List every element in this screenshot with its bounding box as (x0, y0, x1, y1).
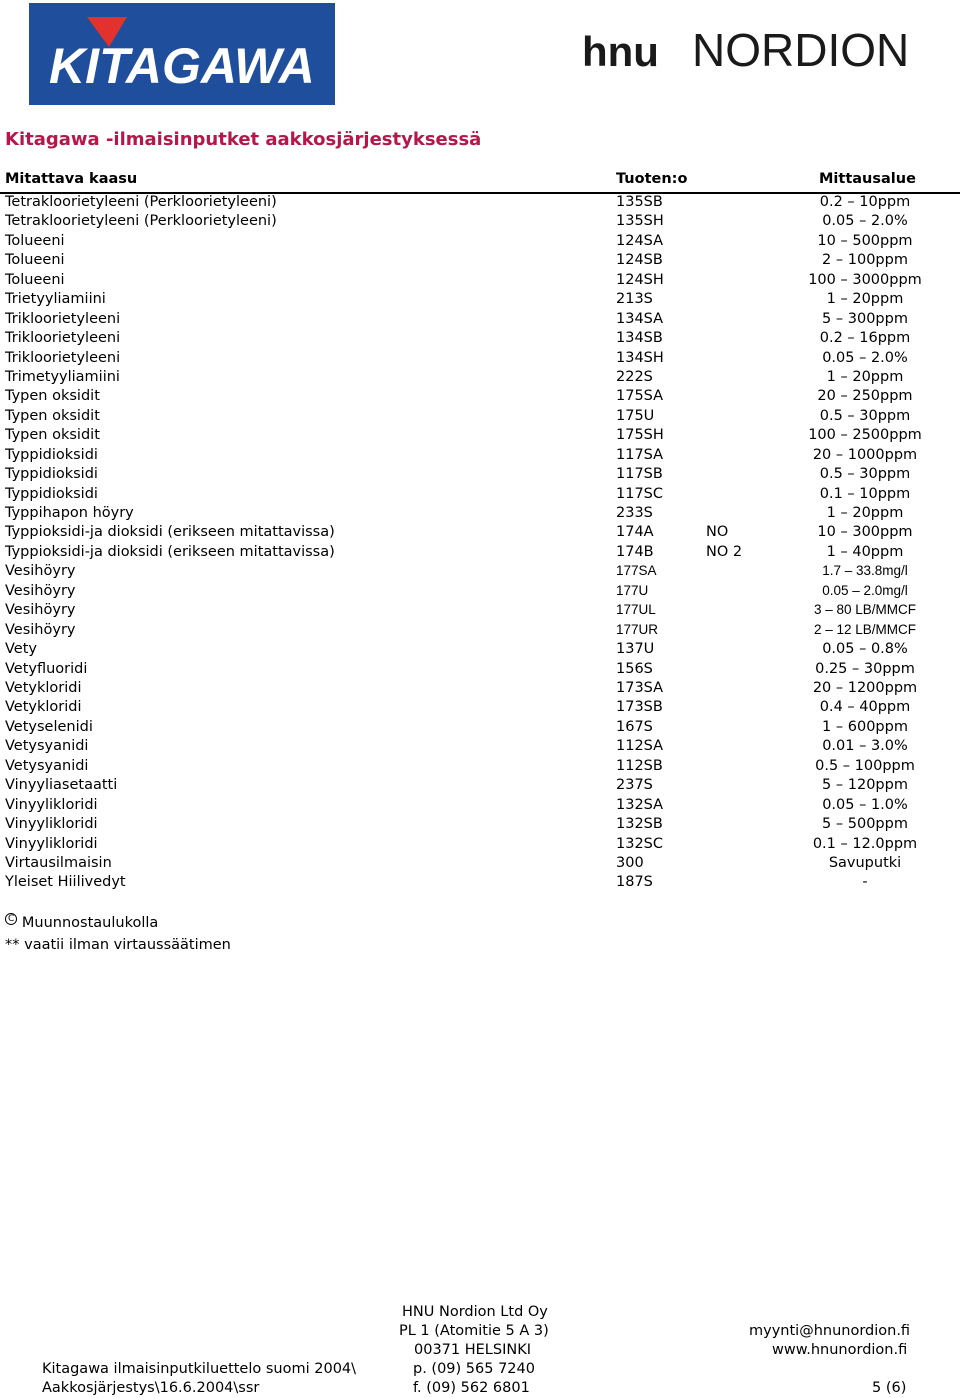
table-row (0, 330, 960, 349)
table-row (0, 836, 960, 855)
gas-cell: Vinyylikloridi (5, 816, 98, 833)
range-cell: 0.5 – 30ppm (819, 466, 911, 483)
code-cell: 156S (616, 660, 653, 677)
kitagawa-logo-text: KITAGAWA (49, 38, 315, 94)
footer-address1: PL 1 (Atomitie 5 A 3) (399, 1323, 549, 1339)
footer-phone: p. (09) 565 7240 (413, 1361, 535, 1377)
gas-cell: Vesihöyry (5, 563, 76, 580)
gas-cell: Tetrakloorietyleeni (Perkloorietyleeni) (5, 213, 277, 230)
code-cell: 112SA (616, 738, 664, 755)
code-cell: 132SA (616, 796, 664, 813)
table-row (0, 719, 960, 738)
gas-cell: Typpidioksidi (5, 446, 98, 463)
code-cell: 175SH (616, 427, 664, 444)
range-cell: 100 – 2500ppm (808, 427, 922, 444)
gas-cell: Trietyyliamiini (5, 291, 106, 308)
table-row (0, 311, 960, 330)
footer-email: myynti@hnunordion.fi (749, 1323, 911, 1339)
table-row (0, 291, 960, 310)
code-cell: 167S (616, 718, 653, 735)
range-cell: 20 – 1000ppm (812, 446, 918, 463)
code-cell: 173SA (616, 680, 664, 696)
table-header (0, 170, 960, 194)
table-row (0, 641, 960, 660)
gas-cell: Tetrakloorietyleeni (Perkloorietyleeni) (5, 194, 277, 210)
range-cell: 1 – 20ppm (826, 505, 904, 522)
code-cell: 124SB (616, 252, 663, 269)
footer-web: www.hnunordion.fi (772, 1342, 908, 1358)
header-range: Mittausalue (819, 171, 916, 187)
component-cell: NO (706, 524, 729, 541)
gas-cell: Vinyylikloridi (5, 835, 98, 852)
range-cell: 0.2 – 10ppm (819, 194, 911, 210)
gas-cell: Trikloorietyleeni (5, 349, 121, 366)
range-cell: 20 – 250ppm (817, 388, 913, 405)
table-row (0, 874, 960, 893)
gas-cell: Virtausilmaisin (5, 854, 112, 871)
table-row (0, 213, 960, 232)
table-row (0, 622, 960, 641)
code-cell: 177U (616, 582, 649, 598)
table-row (0, 797, 960, 816)
table-row (0, 758, 960, 777)
range-cell: 10 – 500ppm (817, 232, 913, 249)
range-cell: 0.01 – 3.0% (822, 738, 908, 755)
code-cell: 213S (616, 291, 653, 308)
code-cell: 175U (616, 407, 655, 424)
range-cell: 2 – 100ppm (822, 252, 908, 269)
code-cell: 112SB (616, 757, 663, 774)
table-row (0, 777, 960, 796)
code-cell: 173SB (616, 699, 663, 716)
range-cell: 0.05 – 2.0% (822, 349, 908, 366)
gas-cell: Typen oksidit (5, 407, 100, 424)
component-cell: NO 2 (706, 543, 743, 560)
range-cell: 0.25 – 30ppm (815, 660, 915, 677)
footer-address2: 00371 HELSINKI (414, 1342, 531, 1358)
hnu-nordion-logo (580, 18, 950, 78)
table-row (0, 272, 960, 291)
table-row (0, 680, 960, 699)
gas-cell: Typpihapon höyry (5, 505, 134, 522)
table-row (0, 563, 960, 582)
gas-cell: Vetysyanidi (5, 738, 89, 755)
gas-cell: Vetyselenidi (5, 718, 93, 735)
range-cell: 5 – 120ppm (822, 777, 908, 794)
nordion-logo-text: NORDION (692, 24, 910, 76)
range-cell: 3 – 80 LB/MMCF (813, 602, 917, 618)
gas-cell: Trimetyyliamiini (5, 368, 120, 385)
table-row (0, 408, 960, 427)
range-cell: 0.05 – 0.8% (822, 641, 908, 658)
footer-company: HNU Nordion Ltd Oy (402, 1304, 548, 1320)
range-cell: 0.5 – 100ppm (815, 757, 915, 774)
gas-cell: Vetykloridi (5, 680, 82, 696)
code-cell: 222S (616, 368, 653, 385)
note-conversion (5, 915, 158, 931)
table-row (0, 427, 960, 446)
code-cell: 237S (616, 777, 653, 794)
gas-cell: Trikloorietyleeni (5, 310, 121, 327)
gas-cell: Typpidioksidi (5, 485, 98, 502)
range-cell: Savuputki (828, 854, 902, 871)
table-row (0, 369, 960, 388)
range-cell: 0.1 – 10ppm (819, 485, 911, 502)
table-row (0, 661, 960, 680)
footer-doc-file: Aakkosjärjestys\16.6.2004\ssr (42, 1380, 260, 1396)
header-code: Tuoten:o (616, 171, 688, 187)
code-cell: 135SB (616, 194, 663, 210)
range-cell: 1 – 40ppm (826, 543, 904, 560)
range-cell: - (862, 874, 868, 891)
table-row (0, 233, 960, 252)
table-row (0, 602, 960, 621)
range-cell: 2 – 12 LB/MMCF (813, 621, 917, 637)
table-row (0, 544, 960, 563)
table-row (0, 350, 960, 369)
gas-cell: Tolueeni (5, 232, 65, 249)
range-cell: 0.05 – 1.0% (822, 796, 908, 813)
code-cell: 134SH (616, 349, 664, 366)
gas-cell: Typpioksidi-ja dioksidi (erikseen mitattavissa) (5, 524, 335, 541)
code-cell: 187S (616, 874, 653, 891)
code-cell: 124SH (616, 271, 664, 288)
gas-cell: Tolueeni (5, 271, 65, 288)
gas-cell: Vetykloridi (5, 699, 82, 716)
code-cell: 117SC (616, 485, 664, 502)
code-cell: 300 (616, 854, 644, 871)
gas-cell: Vesihöyry (5, 602, 76, 619)
code-cell: 174A (616, 524, 654, 541)
gas-cell: Vetysyanidi (5, 757, 89, 774)
range-cell: 1 – 20ppm (826, 368, 904, 385)
gas-cell: Vety (5, 641, 37, 658)
gas-cell: Vetyfluoridi (5, 660, 88, 677)
copyright-symbol-icon: C (5, 913, 17, 925)
note-conversion-text: Muunnostaulukolla (21, 915, 159, 931)
table-row (0, 855, 960, 874)
code-cell: 124SA (616, 232, 664, 249)
table-row (0, 388, 960, 407)
gas-cell: Vinyyliasetaatti (5, 777, 118, 794)
code-cell: 135SH (616, 213, 664, 230)
table-row (0, 447, 960, 466)
code-cell: 117SB (616, 466, 663, 483)
gas-cell: Typen oksidit (5, 388, 100, 405)
table-row (0, 194, 960, 213)
gas-cell: Typpioksidi-ja dioksidi (erikseen mitattavissa) (5, 543, 335, 560)
footer-fax: f. (09) 562 6801 (413, 1380, 530, 1396)
kitagawa-logo (29, 3, 335, 105)
gas-cell: Typpidioksidi (5, 466, 98, 483)
footer-page-number: 5 (6) (872, 1380, 907, 1396)
range-cell: 100 – 3000ppm (808, 271, 922, 288)
range-cell: 1 – 20ppm (826, 291, 904, 308)
range-cell: 0.4 – 40ppm (819, 699, 911, 716)
hnu-logo-text: hnu (582, 28, 659, 75)
range-cell: 10 – 300ppm (817, 524, 913, 541)
code-cell: 177SA (616, 563, 657, 579)
table-row (0, 486, 960, 505)
table-row (0, 466, 960, 485)
table-row (0, 738, 960, 757)
code-cell: 177UR (616, 621, 659, 637)
table-row (0, 816, 960, 835)
code-cell: 117SA (616, 446, 664, 463)
note-flow: ** vaatii ilman virtaussäätimen (5, 937, 231, 953)
table-row (0, 699, 960, 718)
code-cell: 132SB (616, 816, 663, 833)
header-gas: Mitattava kaasu (5, 171, 138, 187)
code-cell: 233S (616, 505, 653, 522)
range-cell: 0.1 – 12.0ppm (812, 835, 918, 852)
code-cell: 177UL (616, 602, 656, 618)
code-cell: 134SA (616, 310, 664, 327)
range-cell: 0.05 – 2.0mg/l (822, 582, 908, 598)
code-cell: 137U (616, 641, 655, 658)
range-cell: 1.7 – 33.8mg/l (822, 563, 908, 579)
table-row (0, 524, 960, 543)
table-row (0, 252, 960, 271)
range-cell: 20 – 1200ppm (812, 680, 918, 696)
range-cell: 0.05 – 2.0% (822, 213, 908, 230)
table-row (0, 583, 960, 602)
document-title: Kitagawa -ilmaisinputket aakkosjärjestyksessä (5, 129, 482, 150)
code-cell: 134SB (616, 330, 663, 347)
gas-cell: Yleiset Hiilivedyt (5, 874, 126, 891)
gas-cell: Vinyylikloridi (5, 796, 98, 813)
gas-cell: Vesihöyry (5, 621, 76, 638)
gas-cell: Vesihöyry (5, 582, 76, 599)
range-cell: 5 – 300ppm (822, 310, 908, 327)
range-cell: 1 – 600ppm (822, 718, 908, 735)
code-cell: 175SA (616, 388, 664, 405)
gas-cell: Tolueeni (5, 252, 65, 269)
code-cell: 174B (616, 543, 654, 560)
range-cell: 0.2 – 16ppm (819, 330, 911, 347)
footer-doc-path: Kitagawa ilmaisinputkiluettelo suomi 2004\ (42, 1361, 357, 1377)
gas-cell: Typen oksidit (5, 427, 100, 444)
range-cell: 0.5 – 30ppm (819, 407, 911, 424)
code-cell: 132SC (616, 835, 664, 852)
range-cell: 5 – 500ppm (822, 816, 908, 833)
gas-cell: Trikloorietyleeni (5, 330, 121, 347)
table-row (0, 505, 960, 524)
